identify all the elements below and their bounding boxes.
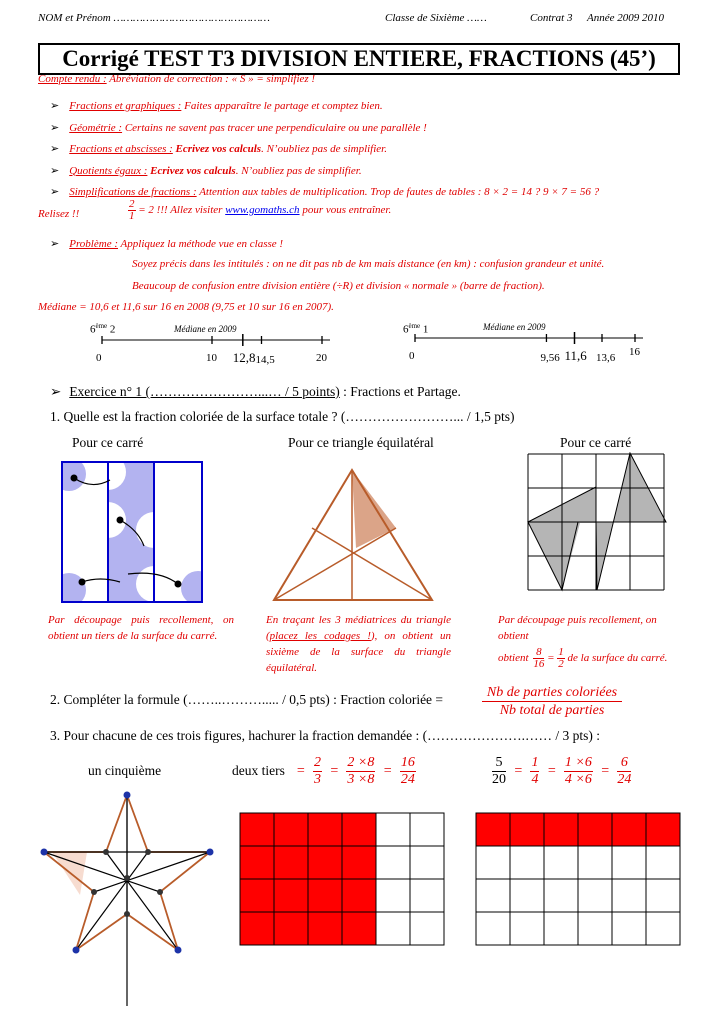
figure-grid-quarter (474, 811, 682, 947)
grid-cell (308, 813, 342, 846)
grid-cell (308, 846, 342, 879)
grid-cell (544, 879, 578, 912)
grid-cell (578, 813, 612, 846)
grid-cell (612, 846, 646, 879)
header-year: Année 2009 2010 (587, 12, 664, 24)
problem-item: ➢ Problème : Appliquez la méthode vue en classe ! (50, 238, 284, 250)
report-list (50, 96, 599, 204)
grid-cell (544, 912, 578, 945)
axis-line-svg (90, 330, 330, 352)
median-value: 11,6 (564, 348, 587, 363)
grid-cell (376, 912, 410, 945)
figure-grid-square (526, 452, 668, 594)
grid-cell (342, 813, 376, 846)
grid-cell (376, 846, 410, 879)
grid-cell (544, 846, 578, 879)
grid-cell (510, 912, 544, 945)
report-item: ➢ Quotients égaux : Ecrivez vos calculs. N’oubliez pas de simplifier. (50, 164, 362, 177)
fig2-label: Pour ce triangle équilatéral (288, 435, 434, 450)
page-title: Corrigé TEST T3 DIVISION ENTIERE, FRACTIONS (45’) (38, 43, 680, 75)
grid-cell (376, 879, 410, 912)
grid-cell (240, 813, 274, 846)
header-class: Classe de Sixième …… (385, 12, 487, 24)
axis-tick-label: 16 (629, 346, 640, 358)
grid-cell (376, 813, 410, 846)
axis-tick-label: 9,56 (540, 352, 560, 364)
grid-cell (342, 846, 376, 879)
grid-cell (342, 912, 376, 945)
grid-cell (578, 879, 612, 912)
report-intro (38, 73, 315, 85)
figure-star (40, 788, 220, 1014)
axis-2 (403, 318, 643, 368)
axis-median-label: Médiane en 2009 (483, 322, 546, 332)
header-name: NOM et Prénom ………………………………………… (38, 12, 270, 24)
fig2-caption: En traçant les 3 médiatrices du triangle (placez les codages !), on obtient un sixième de la surface du triangle équilatéral. (266, 614, 452, 674)
axis-line-svg (403, 328, 643, 350)
grid-cell (240, 912, 274, 945)
axis-tick-label: 14,5 (255, 354, 275, 366)
grid-cell (476, 846, 510, 879)
f2-label: deux tiers (232, 763, 285, 778)
fig3-label: Pour ce carré (560, 435, 632, 450)
grid-cell (578, 846, 612, 879)
grid-cell (578, 912, 612, 945)
ex1-q2: 2. Compléter la formule (……..………..... / 0,5 pts) : Fraction coloriée = (50, 692, 444, 707)
header-contract: Contrat 3 (530, 12, 573, 24)
fig3-caption: Par découpage puis recollement, on obtient obtient $\frac{8}{16}$ = $\frac{1}{2}$ de la surface du carré. (498, 614, 668, 670)
gomaths-link[interactable]: www.gomaths.ch (225, 204, 300, 217)
grid-cell (646, 879, 680, 912)
grid-cell (410, 813, 444, 846)
grid-cell (544, 813, 578, 846)
grid-cell (274, 813, 308, 846)
grid-cell (410, 879, 444, 912)
grid-cell (410, 846, 444, 879)
grid-cell (274, 846, 308, 879)
grid-cell (646, 846, 680, 879)
grid-cell (240, 846, 274, 879)
relisez-label: Relisez !! (38, 208, 80, 220)
grid-cell (476, 813, 510, 846)
grid-cell (476, 879, 510, 912)
grid-cell (342, 879, 376, 912)
grid-cell (510, 813, 544, 846)
ex1-q1: 1. Quelle est la fraction coloriée de la surface totale ? (……………………... / 1,5 pts) (50, 409, 515, 424)
grid-cell (510, 879, 544, 912)
axis-tick-label: 13,6 (596, 352, 616, 364)
axis-median-label: Médiane en 2009 (174, 324, 237, 334)
f3-formula: $\frac{5}{20}$ = $\frac{1}{4}$ = $\frac{1 \times 6}{4 \times 6}$ = $\frac{6}{24}$ (492, 755, 632, 787)
grid-cell (646, 813, 680, 846)
axis-1 (90, 318, 330, 368)
report-intro-text: Abréviation de correction : « S » = simplifiez ! (106, 73, 316, 85)
ex1-title: ➢ Exercice n° 1 (……………………...… / 5 points) : Fractions et Partage. (50, 384, 461, 399)
axis-tick-label: 20 (316, 352, 327, 364)
grid-cell (646, 912, 680, 945)
axis-tick-label: 0 (409, 350, 415, 362)
report-intro-label: Compte rendu : (38, 73, 107, 85)
axis-tick-label: 10 (206, 352, 217, 364)
axis-class: 6ème 1 (403, 322, 429, 336)
report-item: ➢ Géométrie : Certains ne savent pas tracer une perpendiculaire ou une parallèle ! (50, 121, 427, 134)
grid-cell (240, 879, 274, 912)
axis-tick-label: 0 (96, 352, 102, 364)
grid-cell (274, 912, 308, 945)
grid-cell (612, 879, 646, 912)
figure-square-tiers (60, 460, 205, 605)
grid-cell (308, 879, 342, 912)
median-value: 12,8 (232, 350, 256, 365)
f1-label: un cinquième (88, 763, 162, 778)
report-item: ➢ Simplifications de fractions : Attention aux tables de multiplication. Trop de fautes de tables : 8 × 2 = 14 ? 9 × 7 = 56 ? (50, 186, 600, 198)
ex1-q3: 3. Pour chacune de ces trois figures, hachurer la fraction demandée : (………………….…… / 3 pts) : (50, 728, 600, 743)
fig1-label: Pour ce carré (72, 435, 144, 450)
figure-triangle (268, 462, 438, 607)
grid-cell (612, 912, 646, 945)
grid-cell (410, 912, 444, 945)
problem-line-2: Beaucoup de confusion entre division entière (÷R) et division « normale » (barre de fraction). (132, 280, 545, 292)
grid-cell (476, 912, 510, 945)
report-item: ➢ Fractions et graphiques : Faites apparaître le partage et comptez bien. (50, 100, 383, 112)
fig1-caption: Par découpage puis recollement, on obtient un tiers de la surface du carré. (48, 614, 234, 642)
relisez-line: $\frac{2}{1}$ = 2 !!! Allez visiter www.gomaths.ch pour vous entraîner. (129, 198, 392, 222)
grid-cell (510, 846, 544, 879)
report-item: ➢ Fractions et abscisses : Ecrivez vos calculs. N’oubliez pas de simplifier. (50, 143, 387, 155)
figure-grid-two-thirds (238, 811, 448, 947)
grid-cell (308, 912, 342, 945)
axis-class: 6ème 2 (90, 322, 116, 336)
f2-formula: = $\frac{2}{3}$ = $\frac{2 \times 8}{3 \times 8}$ = $\frac{16}{24}$ (296, 755, 415, 787)
grid-cell (612, 813, 646, 846)
problem-line-1: Soyez précis dans les intitulés : on ne dit pas nb de km mais distance (en km) : confusion grandeur et unité. (132, 258, 605, 270)
grid-cell (274, 879, 308, 912)
median-text: Médiane = 10,6 et 11,6 sur 16 en 2008 (9,75 et 10 sur 16 en 2007). (38, 301, 334, 313)
formula-fraction: Nb de parties coloriées Nb total de parties (482, 684, 622, 719)
